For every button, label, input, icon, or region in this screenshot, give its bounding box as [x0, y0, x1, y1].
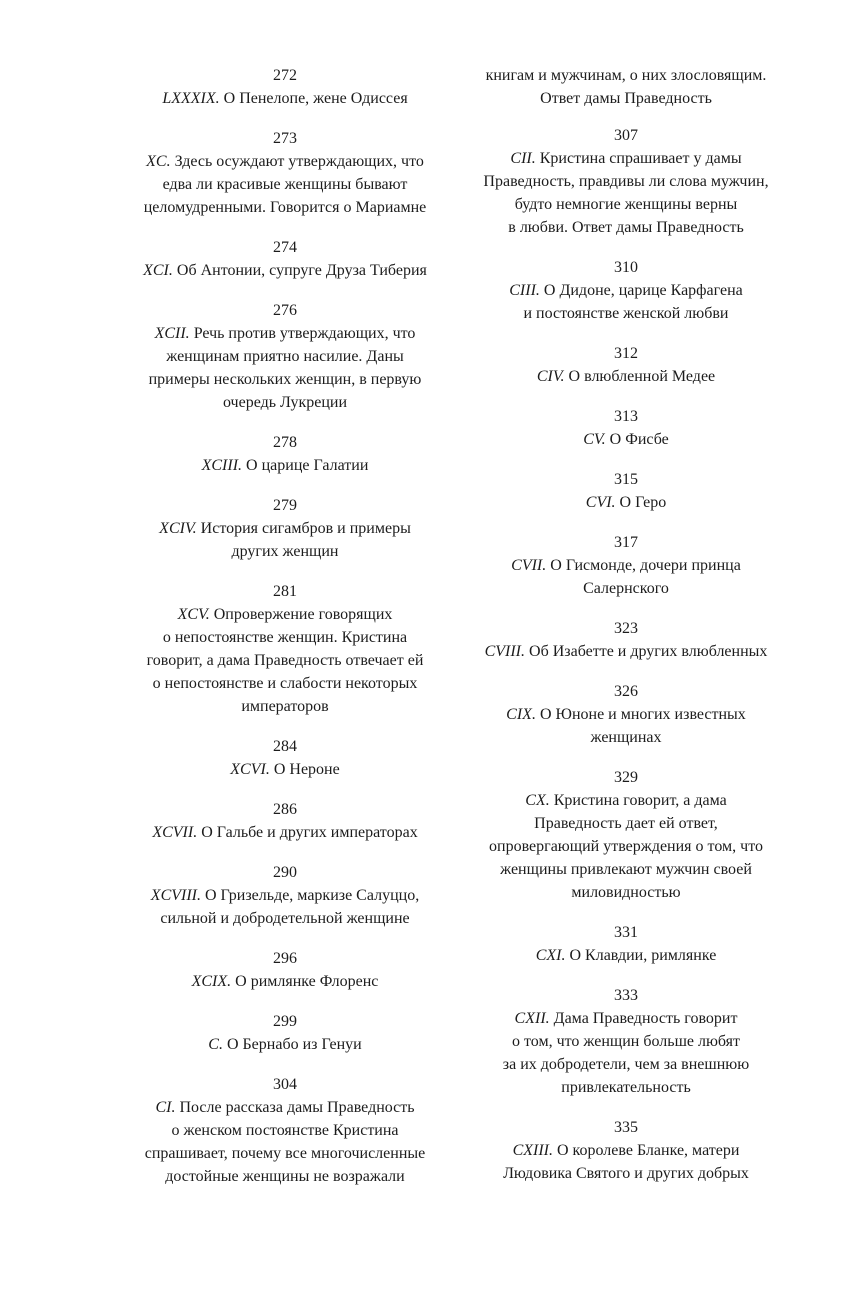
toc-entry: [100, 1010, 470, 1056]
chapter-numeral: XCI.: [143, 262, 173, 279]
toc-entry: [100, 1073, 470, 1188]
chapter-numeral: CVIII.: [484, 643, 526, 660]
chapter-numeral: XCIV.: [159, 520, 197, 537]
entry-line: [448, 703, 804, 726]
entry-line: [448, 1053, 804, 1076]
entry-title-text: женщинах: [590, 729, 662, 746]
entry-title-text: Кристина говорит, а дама: [553, 792, 727, 809]
entry-title-text: едва ли красивые женщины бывают: [162, 176, 408, 193]
toc-entry: [100, 947, 470, 993]
entry-line: [448, 1139, 804, 1162]
entry-title-text: очередь Лукреции: [222, 394, 348, 411]
entry-title-text: Кристина спрашивает у дамы: [539, 150, 742, 167]
entry-title-text: будто немногие женщины верны: [514, 196, 738, 213]
entry-line: [448, 577, 804, 600]
entry-line: [448, 279, 804, 302]
entry-line: [448, 858, 804, 881]
entry-title-text: о женском постоянстве Кристина: [171, 1122, 399, 1139]
entry-line: [100, 173, 470, 196]
chapter-numeral: CX.: [525, 792, 550, 809]
page-number: 310: [614, 259, 638, 276]
toc-entry: [448, 617, 804, 663]
entry-title-text: О Юноне и многих известных: [539, 706, 746, 723]
entry-title-text: О Фисбе: [609, 431, 669, 448]
entry-title-text: После рассказа дамы Праведность: [179, 1099, 415, 1116]
entry-title-text: говорит, а дама Праведность отвечает ей: [146, 652, 424, 669]
entry-line: [100, 1096, 470, 1119]
toc-entry: [100, 798, 470, 844]
page-number: 326: [614, 683, 638, 700]
entry-line: [448, 944, 804, 967]
entry-line: [100, 150, 470, 173]
entry-title-text: Дама Праведность говорит: [553, 1010, 738, 1027]
page-number: 281: [273, 583, 297, 600]
entry-title-text: Праведность, правдивы ли слова мужчин,: [483, 173, 769, 190]
entry-title-text: миловидностью: [571, 884, 681, 901]
entry-line: [448, 554, 804, 577]
entry-title-text: и постоянстве женской любви: [523, 305, 729, 322]
toc-right-column: [448, 64, 804, 1202]
entry-line: [448, 1007, 804, 1030]
chapter-numeral: CVII.: [511, 557, 547, 574]
chapter-numeral: XCVII.: [152, 824, 198, 841]
entry-line: [448, 302, 804, 325]
chapter-numeral: C.: [208, 1036, 223, 1053]
continued-line: книгам и мужчинам, о них злословящим.: [485, 67, 767, 84]
page-number: 278: [273, 434, 297, 451]
entry-title-text: достойные женщины не возражали: [165, 1168, 405, 1185]
page-number: 331: [614, 924, 638, 941]
page-number: 313: [614, 408, 638, 425]
toc-entry: [100, 127, 470, 219]
entry-line: [448, 881, 804, 904]
entry-title-text: О Бернабо из Генуи: [226, 1036, 362, 1053]
chapter-numeral: CXI.: [535, 947, 566, 964]
entry-title-text: О влюбленной Медее: [568, 368, 716, 385]
entry-title-text: Салернского: [583, 580, 669, 597]
entry-title-text: целомудренными. Говорится о Мариамне: [143, 199, 427, 216]
entry-line: [100, 368, 470, 391]
page-number: 296: [273, 950, 297, 967]
entry-title-text: за их добродетели, чем за внешнюю: [502, 1056, 750, 1073]
chapter-numeral: CXII.: [514, 1010, 550, 1027]
page-number: 276: [273, 302, 297, 319]
toc-entry: [448, 342, 804, 388]
toc-entry: [100, 735, 470, 781]
page-number: 307: [614, 127, 638, 144]
entry-title-text: О Гризельде, маркизе Салуццо,: [205, 887, 420, 904]
chapter-numeral: CXIII.: [512, 1142, 553, 1159]
entry-title-text: императоров: [241, 698, 329, 715]
toc-entry: [100, 431, 470, 477]
entry-line: [100, 695, 470, 718]
entry-line: [100, 907, 470, 930]
toc-right-entries: [448, 124, 804, 1185]
page-number: 279: [273, 497, 297, 514]
entry-title-text: О римлянке Флоренс: [235, 973, 379, 990]
entry-line: [100, 391, 470, 414]
toc-entry: [448, 680, 804, 749]
page-number: 335: [614, 1119, 638, 1136]
toc-entry: [448, 531, 804, 600]
toc-entry: [100, 494, 470, 563]
entry-line: [100, 1033, 470, 1056]
chapter-numeral: XCIX.: [191, 973, 232, 990]
entry-line: [100, 649, 470, 672]
entry-line: [100, 1142, 470, 1165]
chapter-numeral: LXXXIX.: [162, 90, 220, 107]
continued-entry-text: [448, 64, 804, 110]
entry-title-text: о непостоянстве женщин. Кристина: [162, 629, 408, 646]
entry-title-text: примеры нескольких женщин, в первую: [148, 371, 422, 388]
entry-line: [448, 789, 804, 812]
entry-title-text: История сигамбров и примеры: [200, 520, 411, 537]
entry-title-text: в любви. Ответ дамы Праведность: [508, 219, 744, 236]
chapter-numeral: XCVIII.: [150, 887, 201, 904]
page-number: 286: [273, 801, 297, 818]
chapter-numeral: CI.: [155, 1099, 176, 1116]
entry-title-text: Опровержение говорящих: [213, 606, 393, 623]
entry-title-text: О Геро: [619, 494, 667, 511]
toc-entry: [448, 405, 804, 451]
page-number: 333: [614, 987, 638, 1004]
entry-line: [448, 193, 804, 216]
entry-title-text: О Нероне: [273, 761, 340, 778]
chapter-numeral: CVI.: [585, 494, 616, 511]
chapter-numeral: XC.: [146, 153, 171, 170]
entry-line: [100, 196, 470, 219]
entry-title-text: сильной и добродетельной женщине: [160, 910, 410, 927]
toc-entry: [448, 124, 804, 239]
chapter-numeral: XCII.: [154, 325, 190, 342]
entry-line: [448, 1030, 804, 1053]
entry-title-text: О Дидоне, царице Карфагена: [543, 282, 743, 299]
page-number: 317: [614, 534, 638, 551]
entry-line: [448, 640, 804, 663]
toc-entry: [448, 256, 804, 325]
toc-entry: [100, 64, 470, 110]
entry-title-text: Речь против утверждающих, что: [193, 325, 416, 342]
chapter-numeral: CV.: [583, 431, 606, 448]
entry-line: [100, 1119, 470, 1142]
chapter-numeral: XCIII.: [201, 457, 243, 474]
entry-title-text: О Гальбе и других императорах: [201, 824, 418, 841]
entry-line: [100, 603, 470, 626]
entry-line: [100, 517, 470, 540]
entry-title-text: Праведность дает ей ответ,: [534, 815, 718, 832]
entry-title-text: женщинам приятно насилие. Даны: [166, 348, 404, 365]
entry-title-text: Об Антонии, супруге Друза Тиберия: [176, 262, 427, 279]
entry-title-text: О Клавдии, римлянке: [569, 947, 717, 964]
entry-line: [448, 365, 804, 388]
entry-line: [448, 726, 804, 749]
page-number: 274: [273, 239, 297, 256]
entry-line: [100, 454, 470, 477]
chapter-numeral: CII.: [510, 150, 536, 167]
toc-entry: [100, 580, 470, 718]
toc-entry: [448, 921, 804, 967]
toc-entry: [448, 984, 804, 1099]
entry-title-text: Здесь осуждают утверждающих, что: [174, 153, 424, 170]
page-number: 273: [273, 130, 297, 147]
page-number: 323: [614, 620, 638, 637]
entry-title-text: женщины привлекают мужчин своей: [500, 861, 752, 878]
entry-line: [100, 672, 470, 695]
toc-entry: [100, 236, 470, 282]
entry-line: [100, 758, 470, 781]
entry-title-text: привлекательность: [561, 1079, 691, 1096]
entry-line: [448, 1162, 804, 1185]
entry-title-text: Людовика Святого и других добрых: [503, 1165, 749, 1182]
toc-entry: [100, 861, 470, 930]
entry-line: [448, 170, 804, 193]
page-number: 315: [614, 471, 638, 488]
entry-line: [448, 835, 804, 858]
entry-line: [100, 322, 470, 345]
chapter-numeral: CIX.: [506, 706, 536, 723]
entry-title-text: О Гисмонде, дочери принца: [550, 557, 741, 574]
entry-line: [100, 884, 470, 907]
entry-line: [448, 812, 804, 835]
entry-title-text: О царице Галатии: [246, 457, 369, 474]
entry-line: [448, 1076, 804, 1099]
entry-title-text: о том, что женщин больше любят: [511, 1033, 741, 1050]
page-number: 329: [614, 769, 638, 786]
continued-line: Ответ дамы Праведность: [540, 90, 712, 107]
entry-line: [448, 216, 804, 239]
entry-line: [100, 626, 470, 649]
page-number: 299: [273, 1013, 297, 1030]
entry-title-text: О королеве Бланке, матери: [557, 1142, 740, 1159]
toc-left-column: [100, 64, 470, 1205]
entry-title-text: опровергающий утверждения о том, что: [489, 838, 763, 855]
chapter-numeral: CIV.: [536, 368, 565, 385]
page-number: 290: [273, 864, 297, 881]
entry-title-text: о непостоянстве и слабости некоторых: [152, 675, 418, 692]
entry-line: [100, 87, 470, 110]
entry-line: [100, 970, 470, 993]
entry-line: [100, 540, 470, 563]
entry-title-text: спрашивает, почему все многочисленные: [144, 1145, 426, 1162]
entry-line: [100, 1165, 470, 1188]
chapter-numeral: XCVI.: [230, 761, 270, 778]
page-number: 284: [273, 738, 297, 755]
toc-entry: [448, 468, 804, 514]
toc-entry: [100, 299, 470, 414]
chapter-numeral: XCV.: [177, 606, 210, 623]
entry-title-text: Об Изабетте и других влюбленных: [529, 643, 768, 660]
toc-entry: [448, 766, 804, 904]
entry-line: [100, 821, 470, 844]
entry-line: [100, 259, 470, 282]
entry-line: [100, 345, 470, 368]
page-number: 312: [614, 345, 638, 362]
entry-title-text: других женщин: [231, 543, 339, 560]
page-number: 304: [273, 1076, 297, 1093]
page-number: 272: [273, 67, 297, 84]
entry-title-text: О Пенелопе, жене Одиссея: [223, 90, 408, 107]
chapter-numeral: CIII.: [509, 282, 540, 299]
entry-line: [448, 428, 804, 451]
toc-entry: [448, 1116, 804, 1185]
entry-line: [448, 147, 804, 170]
entry-line: [448, 491, 804, 514]
